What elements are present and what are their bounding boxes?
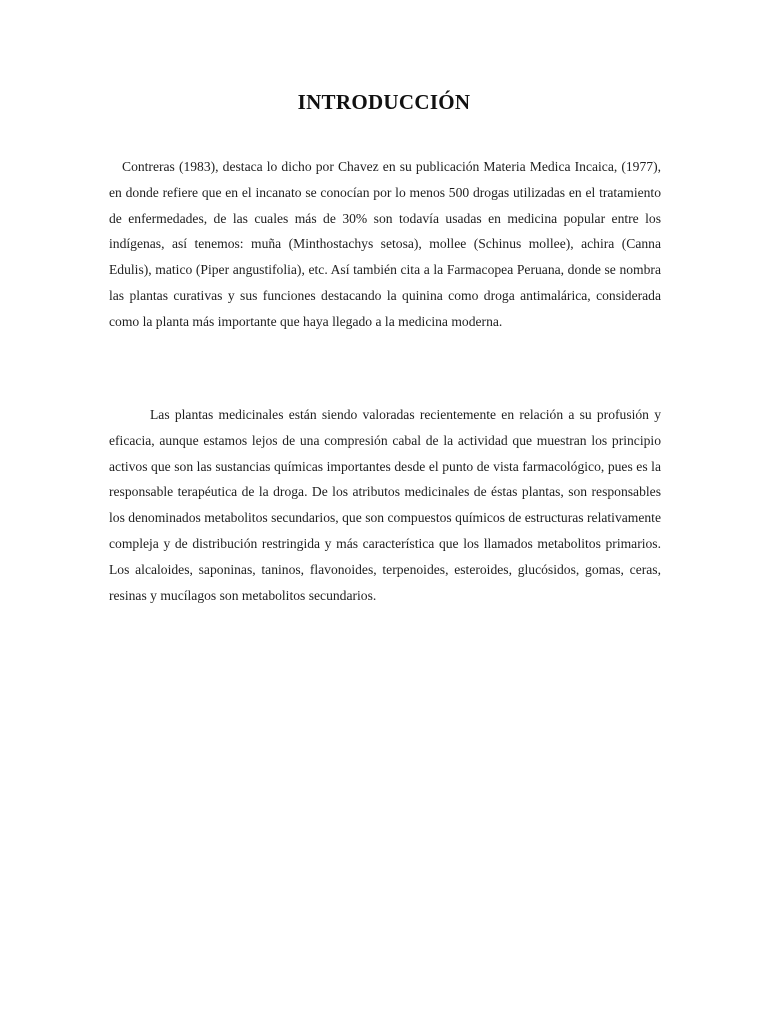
page-title: INTRODUCCIÓN xyxy=(297,90,471,114)
paragraph-contreras: Contreras (1983), destaca lo dicho por Chavez en su publicación Materia Medica Incaica, (1977), en donde refiere que en el incanato se conocían por lo menos 500 drogas utilizadas en el tratamiento de enfermedades, de las cuales más de 30% son todavía usadas en medicina popular entre los indígenas, así tenemos: muña (Minthostachys setosa), mollee (Schinus mollee), achira (Canna Edulis), matico (Piper angustifolia), etc. Así también cita a la Farmacopea Peruana, donde se nombra las plantas curativas y sus funciones destacando la quinina como droga antimalárica, considerada como la planta más importante que haya llegado a la medicina moderna. xyxy=(109,159,661,329)
paragraph-plantas-medicinales: Las plantas medicinales están siendo valoradas recientemente en relación a su profusión y eficacia, aunque estamos lejos de una compresión cabal de la actividad que muestran los principio activos que son las sustancias químicas importantes desde el punto de vista farmacológico, pues es la responsable terapéutica de la droga. De los atributos medicinales de éstas plantas, son responsables los denominados metabolitos secundarios, que son compuestos químicos de estructuras relativamente compleja y de distribución restringida y más característica que los llamados metabolitos primarios. Los alcaloides, saponinas, taninos, flavonoides, terpenoides, esteroides, glucósidos, gomas, ceras, resinas y mucílagos son metabolitos secundarios. xyxy=(109,407,661,603)
